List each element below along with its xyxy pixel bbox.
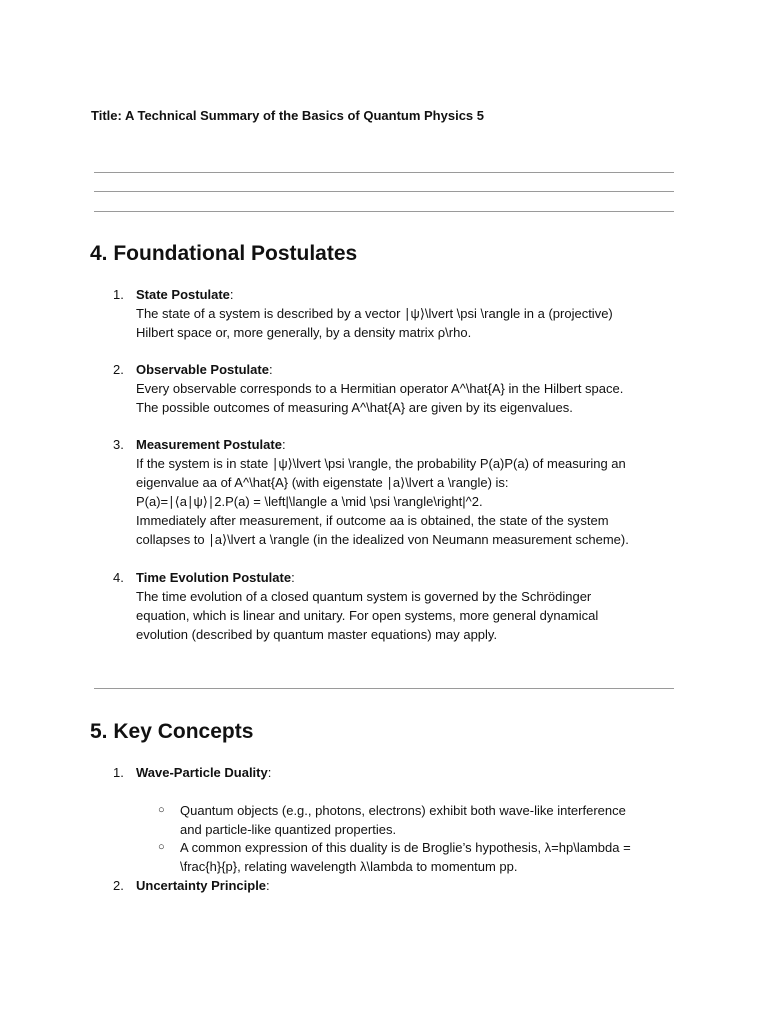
paragraph-line: evolution (described by quantum master equations) may apply. (136, 627, 498, 642)
section-heading-foundational-postulates: 4. Foundational Postulates (90, 242, 358, 265)
hollow-circle-bullet-icon: ○ (158, 804, 165, 816)
bullet-item (180, 801, 680, 839)
list-number: 4. (113, 570, 124, 585)
term-colon: : (266, 878, 270, 893)
horizontal-rule (94, 211, 674, 212)
formula-line: P(a)=∣⟨a∣ψ⟩∣2.P(a) = \left|\langle a \mid \psi \rangle\right|^2. (136, 494, 483, 509)
postulate-term: Time Evolution Postulate (136, 570, 292, 585)
paragraph-line: The possible outcomes of measuring A^\hat{A} are given by its eigenvalues. (136, 400, 573, 415)
list-item-body (136, 763, 676, 782)
list-item-body (136, 435, 676, 549)
paragraph-line: Every observable corresponds to a Hermitian operator A^\hat{A} in the Hilbert space. (136, 381, 624, 396)
list-item-body (136, 360, 676, 417)
list-number: 1. (113, 287, 124, 302)
list-item-body (136, 568, 676, 644)
paragraph-line: The state of a system is described by a vector ∣ψ⟩\lvert \psi \rangle in a (projective) (136, 306, 613, 321)
postulate-term: Measurement Postulate (136, 437, 282, 452)
paragraph-line: eigenvalue aa of A^\hat{A} (with eigenstate ∣a⟩\lvert a \rangle) is: (136, 475, 509, 490)
horizontal-rule (94, 172, 674, 173)
paragraph-line: If the system is in state ∣ψ⟩\lvert \psi \rangle, the probability P(a)P(a) of measuring an (136, 456, 626, 471)
paragraph-line: Hilbert space or, more generally, by a density matrix ρ\rho. (136, 325, 472, 340)
concept-term: Wave-Particle Duality (136, 765, 268, 780)
document-title: Title: A Technical Summary of the Basics of Quantum Physics 5 (91, 108, 484, 123)
concept-term: Uncertainty Principle (136, 878, 267, 893)
bullet-line: A common expression of this duality is de Broglie’s hypothesis, λ=hp\lambda = (180, 840, 631, 855)
term-colon: : (267, 765, 272, 780)
paragraph-line: collapses to ∣a⟩\lvert a \rangle (in the idealized von Neumann measurement scheme). (136, 532, 629, 547)
paragraph-line: Immediately after measurement, if outcome aa is obtained, the state of the system (136, 513, 609, 528)
hollow-circle-bullet-icon: ○ (158, 841, 165, 853)
bullet-line: \frac{h}{p}, relating wavelength λ\lambda to momentum pp. (180, 859, 518, 874)
bullet-line: and particle-like quantized properties. (180, 822, 397, 837)
list-number: 1. (113, 765, 124, 780)
horizontal-rule (94, 191, 674, 192)
postulate-term: Observable Postulate (136, 362, 269, 377)
bullet-item (180, 838, 680, 876)
term-colon: : (268, 362, 273, 377)
list-number: 3. (113, 437, 124, 452)
term-colon: : (229, 287, 234, 302)
horizontal-rule (94, 688, 674, 689)
bullet-line: Quantum objects (e.g., photons, electrons) exhibit both wave-like interference (180, 803, 626, 818)
term-colon: : (291, 570, 295, 585)
list-item-body (136, 876, 676, 895)
list-number: 2. (113, 362, 124, 377)
paragraph-line: The time evolution of a closed quantum system is governed by the Schrödinger (136, 589, 592, 604)
list-number: 2. (113, 878, 124, 893)
term-colon: : (281, 437, 286, 452)
section-heading-key-concepts: 5. Key Concepts (90, 720, 254, 743)
list-item-body (136, 285, 676, 342)
paragraph-line: equation, which is linear and unitary. For open systems, more general dynamical (136, 608, 599, 623)
postulate-term: State Postulate (136, 287, 230, 302)
